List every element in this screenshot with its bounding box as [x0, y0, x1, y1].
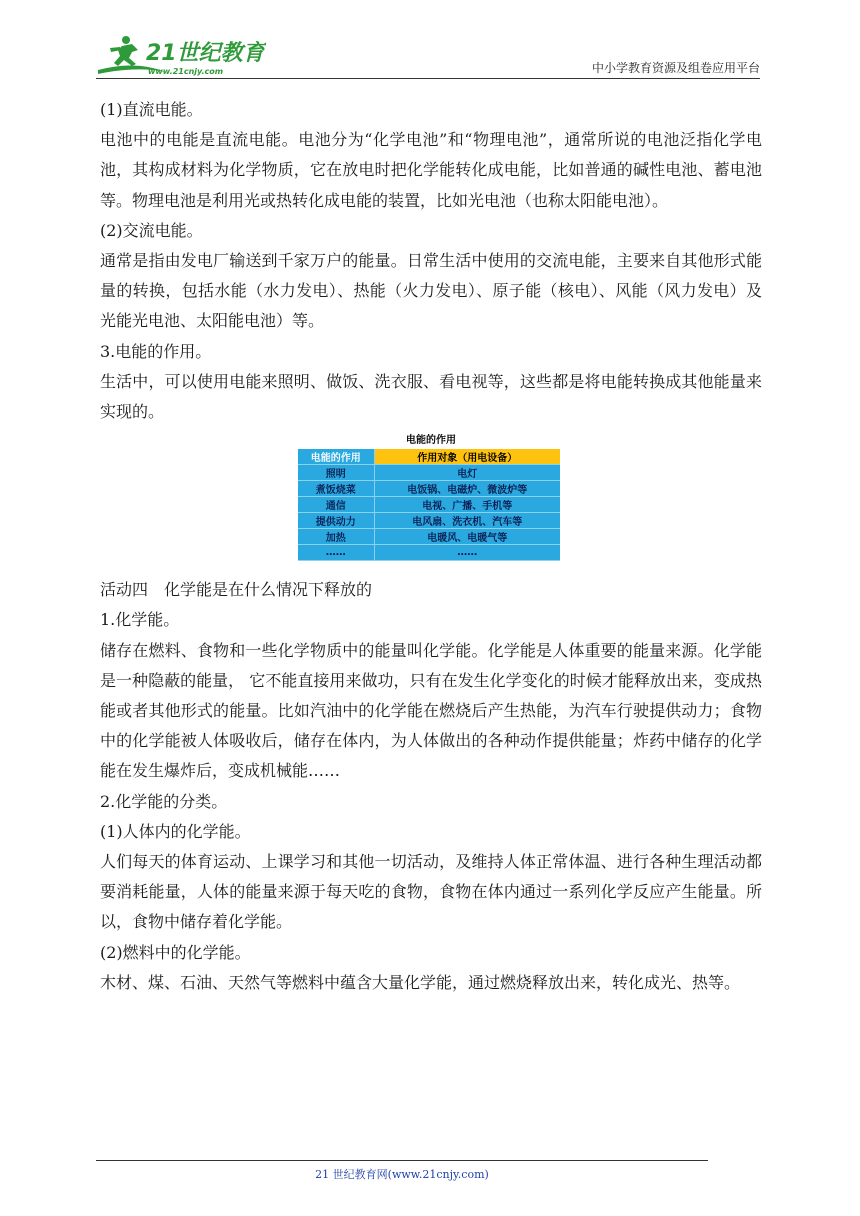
page-header — [96, 30, 760, 80]
energy-use-table — [298, 449, 560, 561]
site-logo[interactable] — [96, 30, 266, 78]
table-row — [298, 545, 560, 561]
table-cell: 电视、广播、手机等 — [374, 497, 560, 513]
figure-title: 电能的作用 — [406, 435, 456, 447]
paragraph: 3.电能的作用。 — [100, 341, 212, 361]
table-row — [298, 529, 560, 545]
paragraph: 储存在燃料、食物和一些化学物质中的能量叫化学能。化学能是人体重要的能量来源。化学能是一种隐蔽的能量， 它不能直接用来做功，只有在发生化学变化的时候才能释放出来，变成热能或者其他形式的能量。比如汽油中的化学能在燃烧后产生热能，为汽车行驶提供动力；食物中的化学能被人体吸收后，储存在体内，为人体做出的各种动作提供能量；炸药中储存的化学能在发生爆炸后，变成机械能…… — [100, 640, 762, 781]
table-cell: 通信 — [298, 497, 374, 513]
paragraph: 生活中，可以使用电能来照明、做饭、洗衣服、看电视等，这些都是将电能转换成其他能量来实现的。 — [100, 371, 762, 422]
table-row — [298, 465, 560, 481]
table-header-cell: 作用对象（用电设备） — [374, 449, 560, 465]
paragraph: 人们每天的体育运动、上课学习和其他一切活动，及维持人体正常体温、进行各种生理活动都要消耗能量，人体的能量来源于每天吃的食物，食物在体内通过一系列化学反应产生能量。所以，食物中储存着化学能。 — [100, 852, 762, 932]
header-divider — [96, 78, 760, 79]
paragraph: 通常是指由发电厂输送到千家万户的能量。日常生活中使用的交流电能，主要来自其他形式能量的转换，包括水能（水力发电）、热能（火力发电）、原子能（核电）、风能（风力发电）及光能光电池、太阳能电池）等。 — [100, 251, 762, 331]
paragraph: 电池中的电能是直流电能。电池分为“化学电池”和“物理电池”，通常所说的电池泛指化学电池，其构成材料为化学物质，它在放电时把化学能转化成电能，比如普通的碱性电池、蓄电池等。物理电池是利用光或热转化成电能的装置，比如光电池（也称太阳能电池）。 — [100, 130, 762, 210]
paragraph: (2)交流电能。 — [100, 220, 203, 240]
table-cell: …… — [374, 545, 560, 561]
document-body — [100, 95, 762, 998]
table-cell: 电暖风、电暖气等 — [374, 529, 560, 545]
section-heading: 活动四 化学能是在什么情况下释放的 — [100, 580, 373, 600]
paragraph: (2)燃料中的化学能。 — [100, 942, 251, 962]
platform-name: 中小学教育资源及组卷应用平台 — [591, 61, 760, 75]
table-cell: 煮饭烧菜 — [298, 481, 374, 497]
table-cell: 电饭锅、电磁炉、微波炉等 — [374, 481, 560, 497]
logo-url: www.21cnjy.com — [148, 67, 224, 76]
table-row — [298, 481, 560, 497]
runner-logo-icon — [96, 30, 266, 78]
paragraph: 1.化学能。 — [100, 610, 180, 630]
logo-text: 21世纪教育 — [146, 41, 265, 66]
table-row — [298, 513, 560, 529]
table-cell: 电风扇、洗衣机、汽车等 — [374, 513, 560, 529]
footer-divider — [96, 1160, 708, 1161]
table-header-cell: 电能的作用 — [298, 449, 374, 465]
table-header-row — [298, 449, 560, 465]
table-cell: …… — [298, 545, 374, 561]
table-cell: 电灯 — [374, 465, 560, 481]
footer-link[interactable]: 21 世纪教育网(www.21cnjy.com) — [315, 1168, 489, 1181]
paragraph: (1)人体内的化学能。 — [100, 821, 251, 841]
table-row — [298, 497, 560, 513]
energy-use-figure — [100, 429, 762, 575]
paragraph: 木材、煤、石油、天然气等燃料中蕴含大量化学能，通过燃烧释放出来，转化成光、热等。 — [100, 972, 741, 992]
paragraph: 2.化学能的分类。 — [100, 791, 228, 811]
paragraph: (1)直流电能。 — [100, 100, 203, 119]
table-cell: 照明 — [298, 465, 374, 481]
table-cell: 加热 — [298, 529, 374, 545]
table-cell: 提供动力 — [298, 513, 374, 529]
